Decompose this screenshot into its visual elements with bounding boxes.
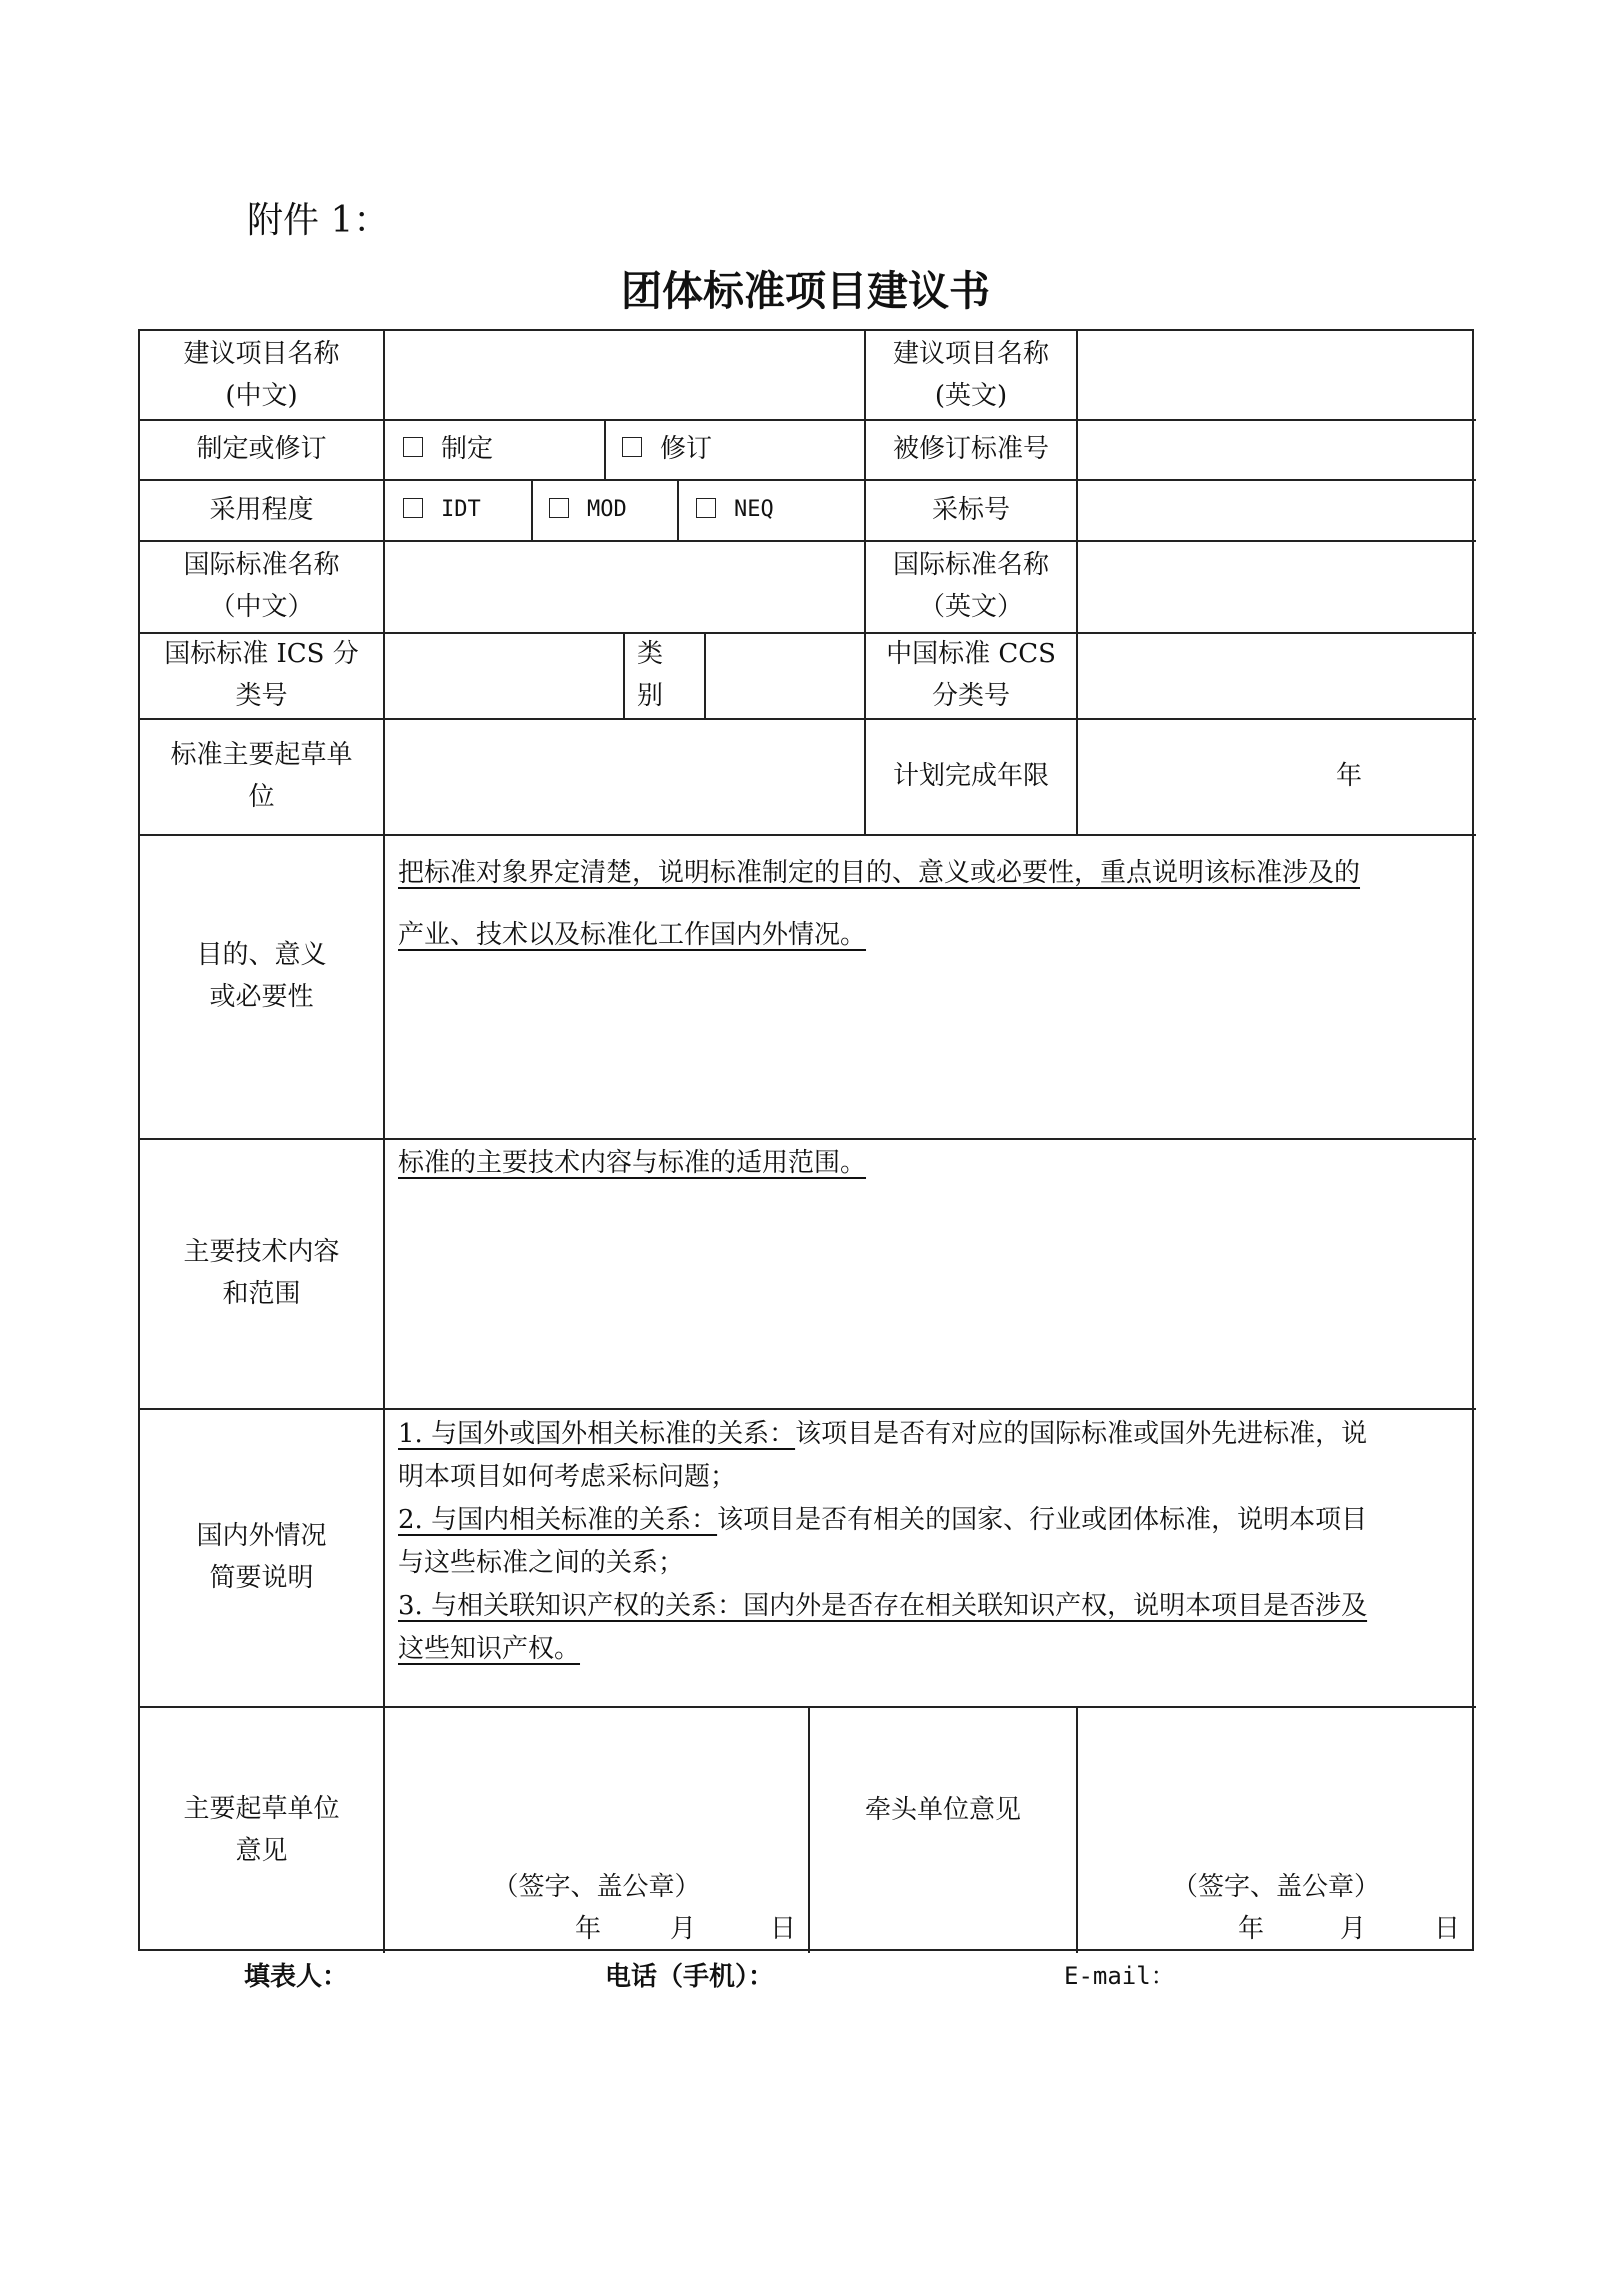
scope-field[interactable]	[398, 1142, 1463, 1184]
lead-day: 日	[1434, 1914, 1461, 1944]
adoption-neq-option[interactable]: NEQ	[696, 479, 862, 540]
lead-opinion-field[interactable]	[1078, 1706, 1474, 1953]
drafter-year: 年	[575, 1914, 602, 1944]
ccs-field[interactable]	[1078, 632, 1474, 718]
proposal-form-table	[138, 329, 1474, 1951]
intl-name-cn-label: 国际标准名称 （中文）	[183, 550, 340, 622]
adoption-idt-option[interactable]: IDT	[403, 479, 529, 540]
page-title: 团体标准项目建议书	[621, 267, 990, 315]
type-draft-option[interactable]: 制定	[403, 419, 603, 479]
situation-item-1-line1: 1. 与国外或国外相关标准的关系：该项目是否有对应的国际标准或国外先进标准，说	[398, 1419, 1368, 1449]
deadline-field[interactable]	[1078, 718, 1474, 834]
adopted-standard-label: 采标号	[931, 494, 1010, 525]
project-name-en-label: 建议项目名称 (英文)	[892, 339, 1049, 411]
situation-item-3-line2: 这些知识产权。	[398, 1634, 581, 1664]
situation-item-2-line1: 2. 与国内相关标准的关系：该项目是否有相关的国家、行业或团体标准，说明本项目	[398, 1505, 1368, 1535]
attachment-label: 附件 1：	[247, 200, 390, 241]
scope-label: 主要技术内容 和范围	[183, 1237, 340, 1309]
mod-checkbox[interactable]	[549, 498, 569, 518]
drafter-field[interactable]	[385, 718, 864, 834]
filler-label: 填表人：	[244, 1962, 349, 1992]
adoption-label: 采用程度	[209, 494, 314, 525]
revised-standard-field[interactable]	[1078, 419, 1474, 479]
project-name-en-field[interactable]	[1078, 331, 1474, 419]
revise-checkbox[interactable]	[622, 437, 642, 457]
neq-checkbox[interactable]	[696, 498, 716, 518]
ics-label: 国标标准 ICS 分 类号	[164, 639, 359, 711]
email-label: E-mail：	[1064, 1962, 1175, 1990]
deadline-label: 计划完成年限	[892, 761, 1049, 791]
type-revise-option[interactable]: 修订	[622, 419, 862, 479]
project-name-cn-field[interactable]	[385, 331, 864, 419]
situation-item-2-line2: 与这些标准之间的关系；	[398, 1548, 685, 1578]
lead-opinion-label: 牵头单位意见	[864, 1794, 1021, 1825]
drafter-day: 日	[770, 1914, 797, 1944]
project-name-cn-label: 建议项目名称 (中文)	[183, 339, 340, 411]
category-field[interactable]	[706, 632, 864, 718]
lead-year: 年	[1238, 1914, 1265, 1944]
phone-label: 电话（手机）：	[605, 1962, 775, 1992]
adoption-mod-option[interactable]: MOD	[549, 479, 675, 540]
drafter-sign-note: （签字、盖公章）	[492, 1872, 701, 1902]
ics-field[interactable]	[385, 632, 623, 718]
type-label: 制定或修订	[196, 434, 327, 464]
adopted-standard-field[interactable]	[1078, 479, 1474, 540]
lead-month: 月	[1340, 1914, 1367, 1944]
drafter-month: 月	[670, 1914, 697, 1944]
lead-sign-note: （签字、盖公章）	[1171, 1872, 1380, 1902]
intl-name-cn-field[interactable]	[385, 540, 864, 632]
situation-field[interactable]	[398, 1413, 1463, 1671]
drafter-opinion-field[interactable]	[385, 1706, 808, 1953]
purpose-label: 目的、意义 或必要性	[196, 940, 327, 1012]
purpose-hint-line1: 把标准对象界定清楚，说明标准制定的目的、意义或必要性，重点说明该标准涉及的	[398, 858, 1361, 888]
purpose-hint-line2: 产业、技术以及标准化工作国内外情况。	[398, 920, 867, 950]
drafter-opinion-label: 主要起草单位 意见	[183, 1793, 340, 1866]
ccs-label: 中国标准 CCS 分类号	[886, 639, 1056, 711]
intl-name-en-label: 国际标准名称 （英文）	[892, 550, 1049, 622]
scope-hint: 标准的主要技术内容与标准的适用范围。	[398, 1148, 867, 1178]
situation-item-1-line2: 明本项目如何考虑采标问题；	[398, 1462, 737, 1492]
situation-item-3-line1: 3. 与相关联知识产权的关系：国内外是否存在相关联知识产权，说明本项目是否涉及	[398, 1591, 1368, 1621]
category-label: 类 别	[637, 639, 664, 711]
purpose-field[interactable]	[398, 842, 1463, 966]
year-unit: 年	[1335, 761, 1362, 791]
revised-standard-label: 被修订标准号	[892, 434, 1049, 464]
drafter-label: 标准主要起草单 位	[170, 740, 353, 812]
draft-checkbox[interactable]	[403, 437, 423, 457]
intl-name-en-field[interactable]	[1078, 540, 1474, 632]
situation-label: 国内外情况 简要说明	[196, 1521, 327, 1593]
idt-checkbox[interactable]	[403, 498, 423, 518]
